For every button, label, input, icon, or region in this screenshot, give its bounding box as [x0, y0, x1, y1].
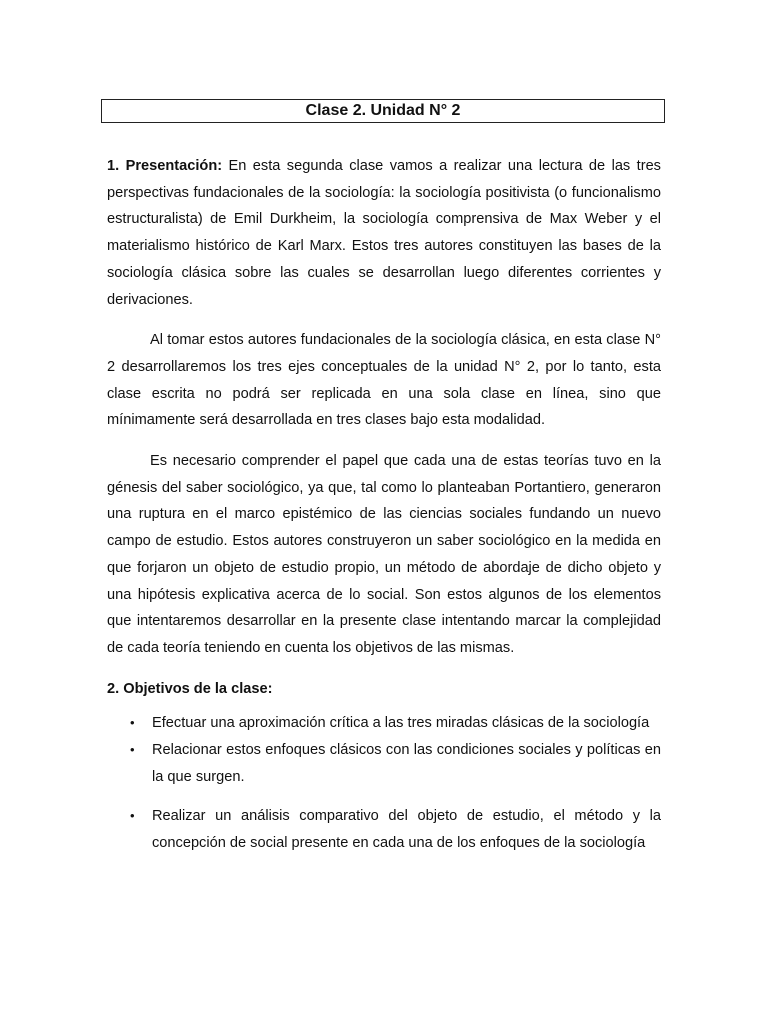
presentation-paragraph [107, 153, 661, 313]
bullet-icon: • [130, 808, 135, 824]
presentation-text: En esta segunda clase vamos a realizar una lectura de las tres perspectivas fundacionales de la sociología: la sociología positivista (o funcionalismo estructuralista) de Emil Durkheim, la sociología comprensiva de Max Weber y el materialismo histórico de Karl Marx. Estos tres autores constituyen las bases de la sociología clásica sobre las cuales se desarrollan luego diferentes corrientes y derivaciones. [107, 158, 661, 308]
objectives-list [107, 710, 661, 857]
title-box [101, 99, 665, 123]
document-body [107, 153, 661, 857]
bullet-icon: • [130, 715, 135, 731]
presentation-heading: 1. Presentación: [107, 158, 223, 174]
authors-paragraph: Al tomar estos autores fundacionales de la sociología clásica, en esta clase N° 2 desarrollaremos los tres ejes conceptuales de la unidad N° 2, por lo tanto, esta clase escrita no podrá ser replicada en una sola clase en línea, sino que mínimamente será desarrollada en tres clases bajo esta modalidad. [107, 332, 661, 429]
list-item [107, 737, 661, 790]
list-item-text: Realizar un análisis comparativo del objeto de estudio, el método y la concepción de social presente en cada una de los enfoques de la sociología [152, 808, 661, 852]
list-item-text: Efectuar una aproximación crítica a las tres miradas clásicas de la sociología [152, 715, 650, 732]
list-item [107, 710, 661, 737]
list-item-text: Relacionar estos enfoques clásicos con las condiciones sociales y políticas en la que surgen. [152, 742, 661, 785]
list-item [107, 803, 661, 856]
page-title: Clase 2. Unidad N° 2 [305, 102, 461, 119]
objectives-heading: 2. Objetivos de la clase: [107, 680, 273, 697]
bullet-icon: • [130, 742, 135, 758]
genesis-paragraph: Es necesario comprender el papel que cada una de estas teorías tuvo en la génesis del saber sociológico, ya que, tal como lo planteaban Portantiero, generaron una ruptura en el marco epistémico de las ciencias sociales fundando un nuevo campo de estudio. Estos autores construyeron un saber sociológico en la medida en que forjaron un objeto de estudio propio, un método de abordaje de dicho objeto y una hipótesis explicativa acerca de lo social. Son estos algunos de los elementos que intentaremos desarrollar en la presente clase intentando marcar la complejidad de cada teoría teniendo en cuenta los objetivos de las mismas. [107, 453, 661, 656]
